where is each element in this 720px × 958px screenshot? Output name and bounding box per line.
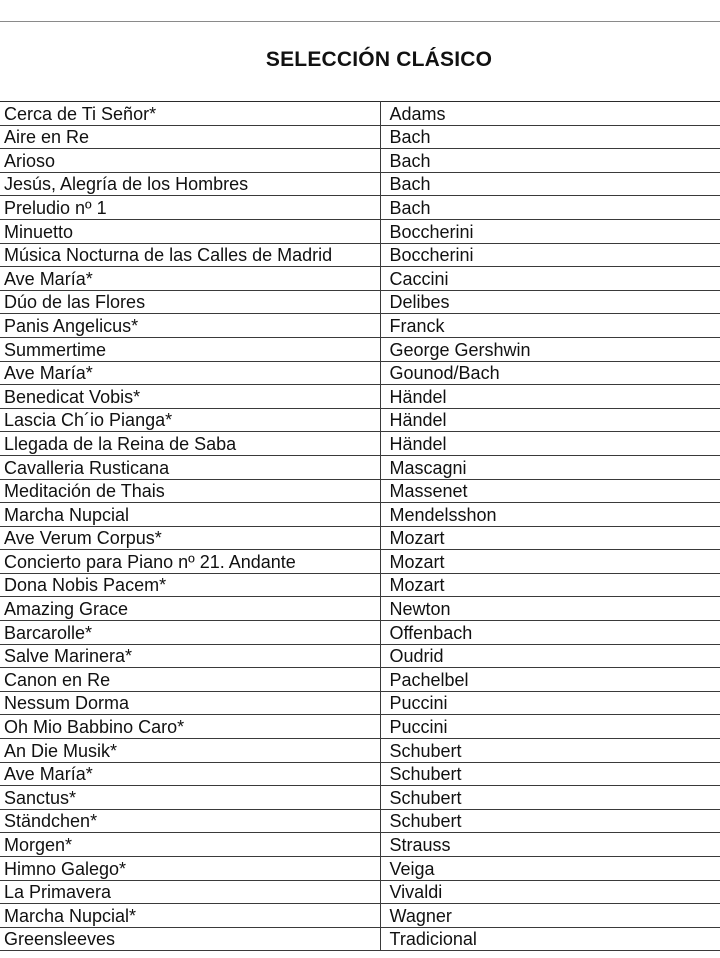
piece-title-cell: Dona Nobis Pacem* (0, 573, 380, 597)
composer-cell: Schubert (380, 739, 720, 763)
table-row (0, 172, 720, 196)
composer-cell: Händel (380, 432, 720, 456)
composer-cell: Vivaldi (380, 880, 720, 904)
piece-title-cell: Oh Mio Babbino Caro* (0, 715, 380, 739)
table-row (0, 361, 720, 385)
piece-title-cell: Llegada de la Reina de Saba (0, 432, 380, 456)
table-row (0, 149, 720, 173)
repertoire-table-container (0, 101, 720, 951)
composer-cell: Puccini (380, 691, 720, 715)
table-row (0, 904, 720, 928)
composer-cell: Bach (380, 125, 720, 149)
table-row (0, 314, 720, 338)
composer-cell: Wagner (380, 904, 720, 928)
composer-cell: Strauss (380, 833, 720, 857)
composer-cell: Delibes (380, 290, 720, 314)
piece-title-cell: Preludio nº 1 (0, 196, 380, 220)
piece-title-cell: Ave María* (0, 361, 380, 385)
piece-title-cell: Concierto para Piano nº 21. Andante (0, 550, 380, 574)
table-row (0, 833, 720, 857)
composer-cell: Bach (380, 196, 720, 220)
composer-cell: Schubert (380, 762, 720, 786)
composer-cell: Bach (380, 149, 720, 173)
table-row (0, 290, 720, 314)
table-row (0, 691, 720, 715)
composer-cell: Schubert (380, 809, 720, 833)
piece-title-cell: Nessum Dorma (0, 691, 380, 715)
piece-title-cell: Arioso (0, 149, 380, 173)
piece-title-cell: Cavalleria Rusticana (0, 455, 380, 479)
composer-cell: Mozart (380, 573, 720, 597)
composer-cell: Veiga (380, 857, 720, 881)
composer-cell: Boccherini (380, 219, 720, 243)
composer-cell: Tradicional (380, 927, 720, 951)
composer-cell: Mendelsshon (380, 503, 720, 527)
composer-cell: Boccherini (380, 243, 720, 267)
composer-cell: Mozart (380, 526, 720, 550)
table-row (0, 479, 720, 503)
repertoire-table (0, 101, 720, 951)
table-row (0, 503, 720, 527)
table-row (0, 385, 720, 409)
composer-cell: Händel (380, 408, 720, 432)
composer-cell: Schubert (380, 786, 720, 810)
piece-title-cell: Benedicat Vobis* (0, 385, 380, 409)
table-row (0, 526, 720, 550)
table-row (0, 621, 720, 645)
piece-title-cell: Ave María* (0, 762, 380, 786)
piece-title-cell: Marcha Nupcial (0, 503, 380, 527)
table-row (0, 762, 720, 786)
table-row (0, 739, 720, 763)
composer-cell: Händel (380, 385, 720, 409)
piece-title-cell: La Primavera (0, 880, 380, 904)
piece-title-cell: Ständchen* (0, 809, 380, 833)
piece-title-cell: Marcha Nupcial* (0, 904, 380, 928)
piece-title-cell: Summertime (0, 337, 380, 361)
table-row (0, 927, 720, 951)
composer-cell: Puccini (380, 715, 720, 739)
composer-cell: Gounod/Bach (380, 361, 720, 385)
table-row (0, 243, 720, 267)
table-row (0, 786, 720, 810)
piece-title-cell: Música Nocturna de las Calles de Madrid (0, 243, 380, 267)
piece-title-cell: Minuetto (0, 219, 380, 243)
repertoire-table-body (0, 102, 720, 951)
table-row (0, 196, 720, 220)
table-row (0, 644, 720, 668)
composer-cell: Pachelbel (380, 668, 720, 692)
top-divider (0, 21, 720, 22)
composer-cell: Newton (380, 597, 720, 621)
table-row (0, 668, 720, 692)
piece-title-cell: Sanctus* (0, 786, 380, 810)
table-row (0, 219, 720, 243)
composer-cell: Oudrid (380, 644, 720, 668)
table-row (0, 102, 720, 126)
piece-title-cell: Panis Angelicus* (0, 314, 380, 338)
table-row (0, 573, 720, 597)
piece-title-cell: Greensleeves (0, 927, 380, 951)
composer-cell: Massenet (380, 479, 720, 503)
composer-cell: Mascagni (380, 455, 720, 479)
table-row (0, 880, 720, 904)
table-row (0, 715, 720, 739)
piece-title-cell: Ave Verum Corpus* (0, 526, 380, 550)
table-row (0, 550, 720, 574)
table-row (0, 597, 720, 621)
piece-title-cell: Cerca de Ti Señor* (0, 102, 380, 126)
table-row (0, 408, 720, 432)
table-row (0, 809, 720, 833)
piece-title-cell: Meditación de Thais (0, 479, 380, 503)
piece-title-cell: Ave María* (0, 267, 380, 291)
page-title: SELECCIÓN CLÁSICO (265, 48, 493, 71)
piece-title-cell: Dúo de las Flores (0, 290, 380, 314)
table-row (0, 857, 720, 881)
piece-title-cell: An Die Musik* (0, 739, 380, 763)
composer-cell: Adams (380, 102, 720, 126)
piece-title-cell: Aire en Re (0, 125, 380, 149)
table-row (0, 455, 720, 479)
piece-title-cell: Morgen* (0, 833, 380, 857)
table-row (0, 125, 720, 149)
piece-title-cell: Barcarolle* (0, 621, 380, 645)
table-row (0, 337, 720, 361)
table-row (0, 267, 720, 291)
composer-cell: Bach (380, 172, 720, 196)
piece-title-cell: Himno Galego* (0, 857, 380, 881)
piece-title-cell: Lascia Ch´io Pianga* (0, 408, 380, 432)
piece-title-cell: Jesús, Alegría de los Hombres (0, 172, 380, 196)
composer-cell: Franck (380, 314, 720, 338)
piece-title-cell: Salve Marinera* (0, 644, 380, 668)
piece-title-cell: Canon en Re (0, 668, 380, 692)
composer-cell: Caccini (380, 267, 720, 291)
composer-cell: Offenbach (380, 621, 720, 645)
table-row (0, 432, 720, 456)
composer-cell: George Gershwin (380, 337, 720, 361)
piece-title-cell: Amazing Grace (0, 597, 380, 621)
composer-cell: Mozart (380, 550, 720, 574)
